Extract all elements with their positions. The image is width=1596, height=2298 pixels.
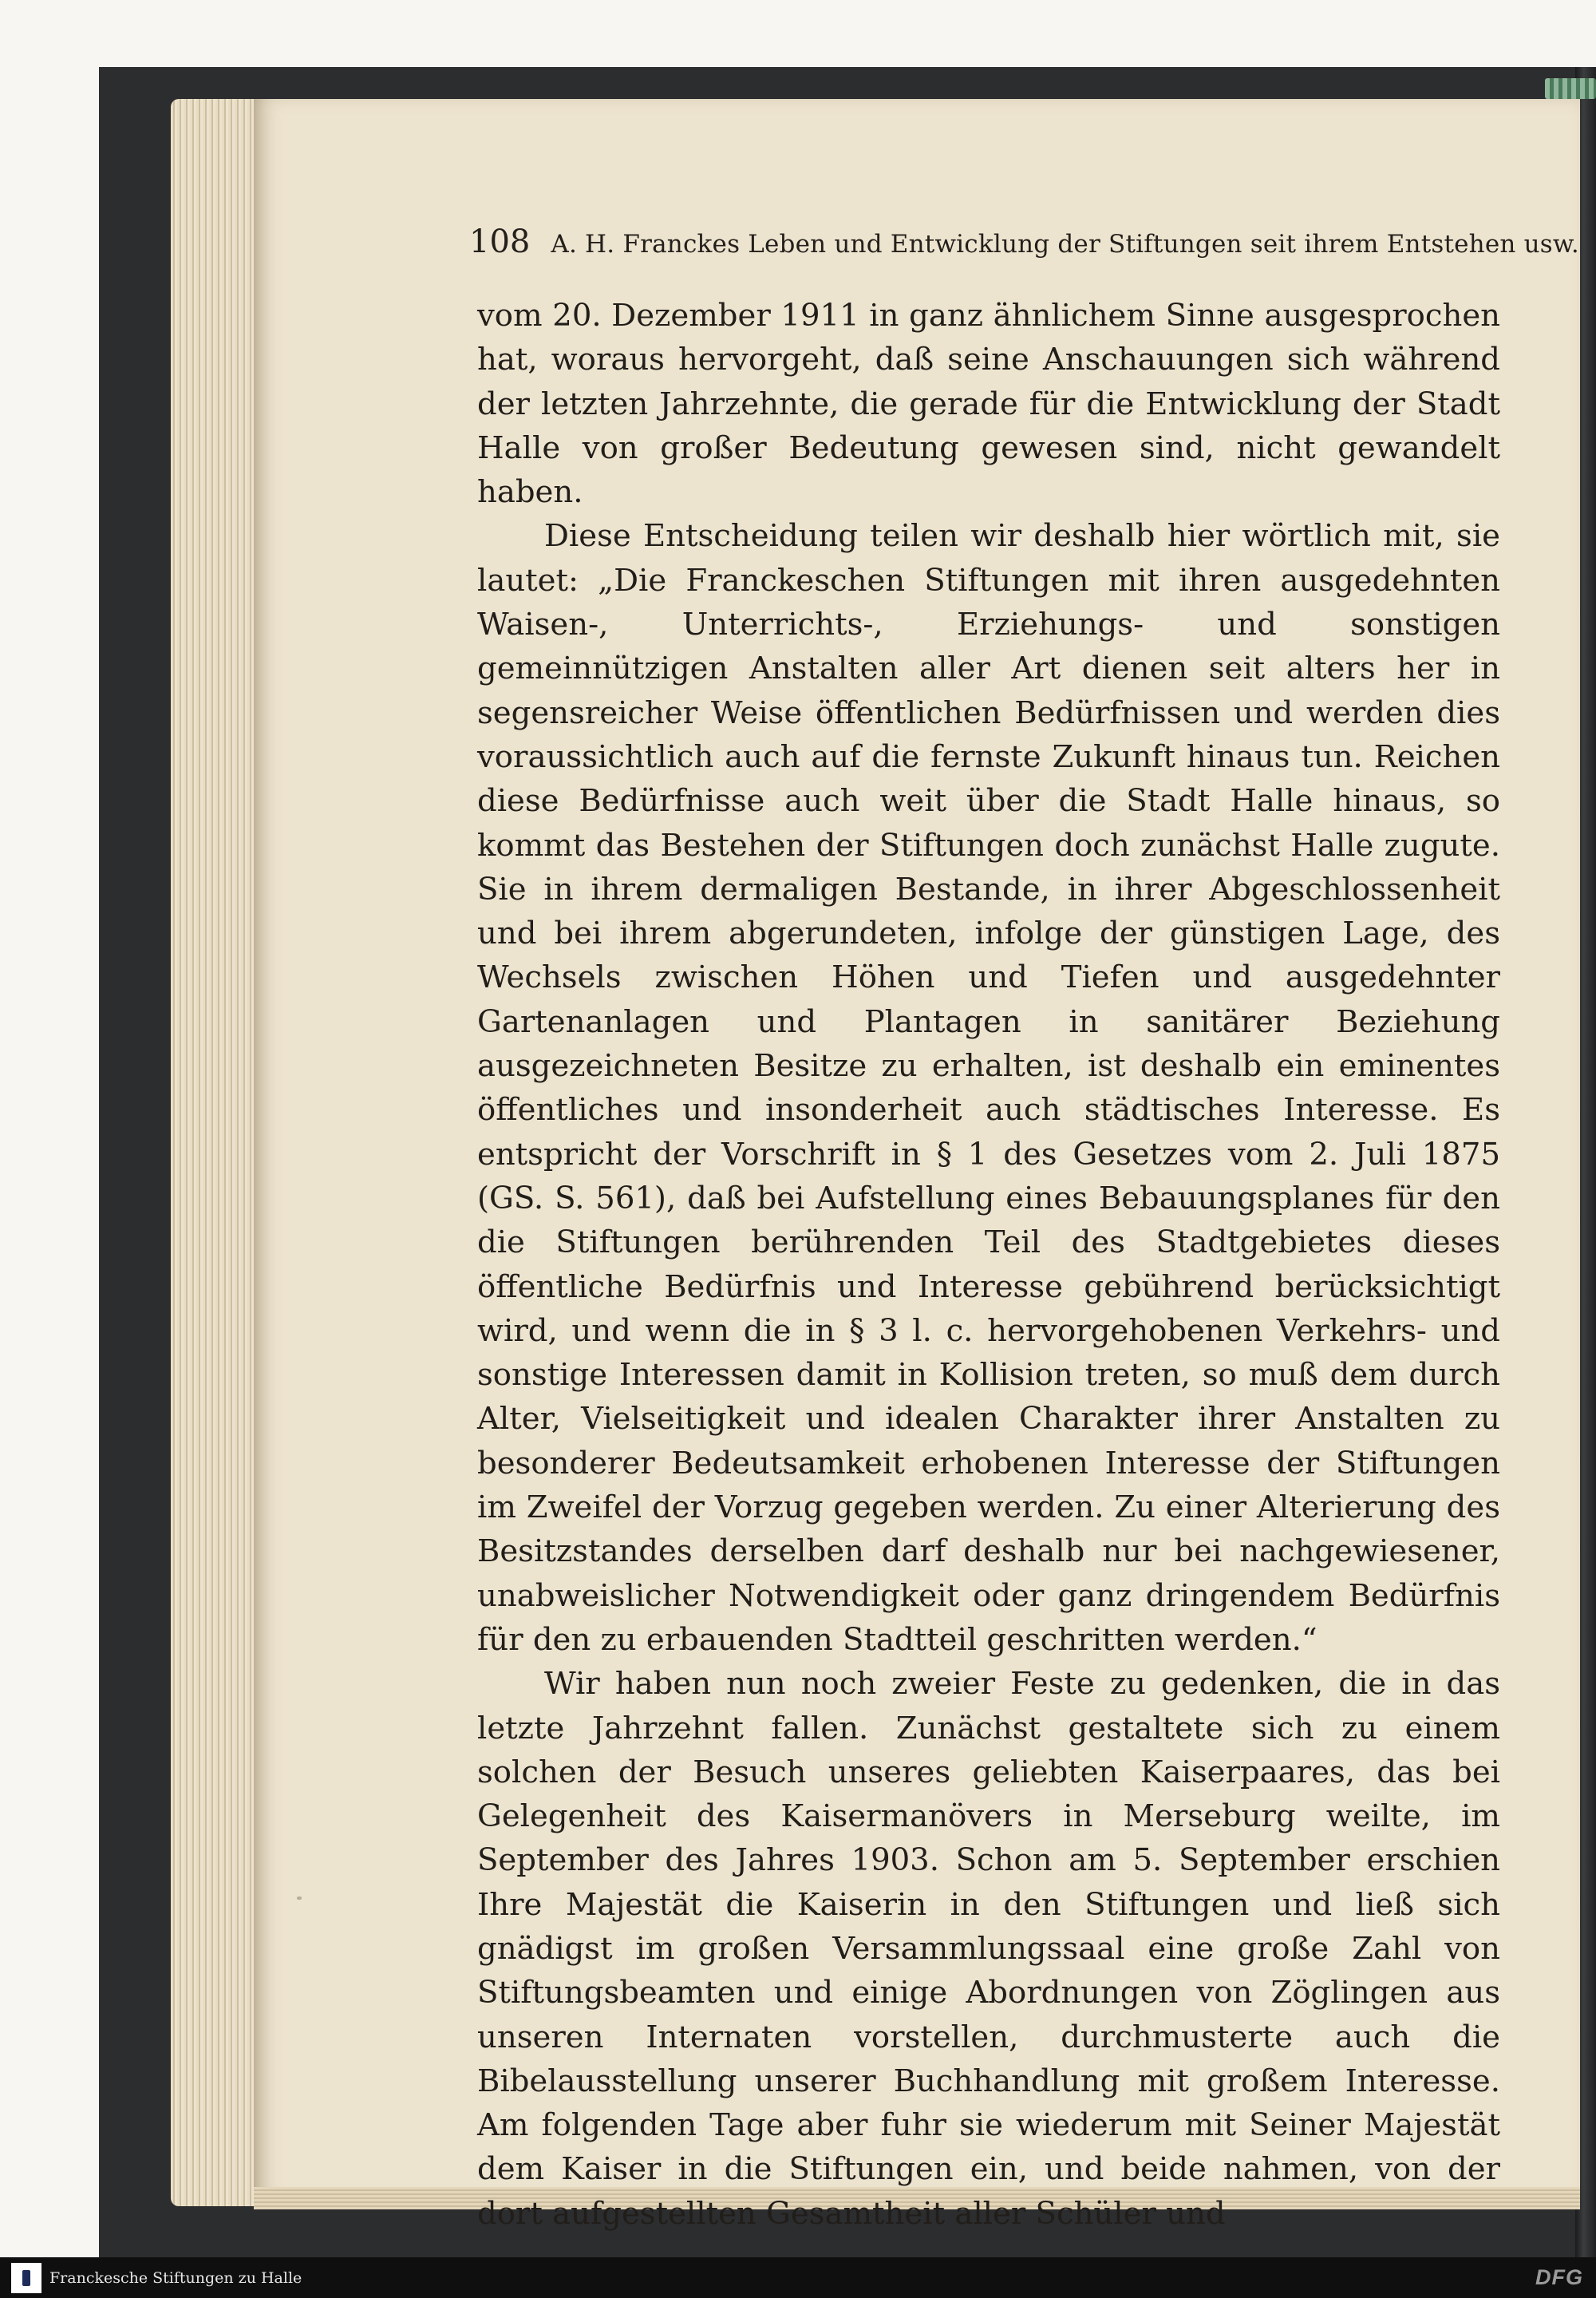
page-edges	[171, 99, 260, 2206]
paragraph: Wir haben nun noch zweier Feste zu gedenken, die in das letzte Jahrzehnt fallen. Zunächst gestaltete sich zu einem solchen der Besuch unseres geliebten Kaiserpaares, das bei Gelegenheit des Kaisermanövers in Merseburg weilte, im September des Jahres 1903. Schon am 5. September erschien Ihre Majestät die Kaiserin in den Stiftungen und ließ sich gnädigst im großen Versammlungssaal eine große Zahl von Stiftungsbeamten und einige Abordnungen von Zöglingen aus unseren Internaten vorstellen, durchmusterte auch die Bibelausstellung unserer Buchhandlung mit großem Interesse. Am folgenden Tage aber fuhr sie wiederum mit Seiner Majestät dem Kaiser in die Stiftungen ein, und beide nahmen, von der dort aufgestellten Gesamtheit aller Schüler und	[477, 1666, 1500, 2232]
running-title: A. H. Franckes Leben und Entwicklung der Stiftungen seit ihrem Entstehen usw.	[551, 230, 1579, 259]
page-number: 108	[469, 223, 531, 260]
institution-name[interactable]: Franckesche Stiftungen zu Halle	[49, 2268, 302, 2287]
viewer-footer	[0, 2257, 1596, 2298]
spine-bookmark-ribbon	[1545, 78, 1596, 99]
running-header	[469, 223, 1579, 260]
institution-logo-icon[interactable]	[11, 2263, 41, 2293]
paragraph: vom 20. Dezember 1911 in ganz ähnlichem Sinne ausgesprochen hat, woraus hervorgeht, daß seine Anschauungen sich während der letzten Jahrzehnte, die gerade für die Entwicklung der Stadt Halle von großer Bedeutung gewesen sind, nicht gewandelt haben.	[477, 298, 1500, 511]
dfg-logo[interactable]: DFG	[1535, 2265, 1583, 2289]
paragraph: Diese Entscheidung teilen wir deshalb hier wörtlich mit, sie lautet: „Die Franckeschen Stiftungen mit ihren ausgedehnten Waisen-, Unterrichts-, Erziehungs- und sonstigen gemeinnützigen Anstalten aller Art dienen seit alters her in segensreicher Weise öffentlichen Bedürfnissen und werden dies voraussichtlich auch auf die fernste Zukunft hinaus tun. Reichen diese Bedürfnisse auch weit über die Stadt Halle hinaus, so kommt das Bestehen der Stiftungen doch zunächst Halle zugute. Sie in ihrem dermaligen Bestande, in ihrer Abgeschlossenheit und bei ihrem abgerundeten, infolge der günstigen Lage, des Wechsels zwischen Höhen und Tiefen und ausgedehnter Gartenanlagen und Plantagen in sanitärer Beziehung ausgezeichneten Besitze zu erhalten, ist deshalb ein eminentes öffentliches und insonderheit auch städtisches Interesse. Es entspricht der Vorschrift in § 1 des Gesetzes vom 2. Juli 1875 (GS. S. 561), daß bei Aufstellung eines Bebauungsplanes für den die Stiftungen berührenden Teil des Stadtgebietes dieses öffentliche Bedürfnis und Interesse gebührend berücksichtigt wird, und wenn die in § 3 l. c. hervorgehobenen Verkehrs- und sonstige Interessen damit in Kollision treten, so muß dem durch Alter, Vielseitigkeit und idealen Charakter ihrer Anstalten zu besonderer Bedeutsamkeit erhobenen Interesse der Stiftungen im Zweifel der Vorzug gegeben werden. Zu einer Alterierung des Besitzstandes derselben darf deshalb nur bei nachgewiesener, unabweislicher Notwendigkeit oder ganz dringendem Bedürfnis für den zu erbauenden Stadtteil geschritten werden.“	[477, 518, 1500, 1658]
body-text	[477, 294, 1500, 2236]
margin-mark	[297, 1897, 302, 1900]
